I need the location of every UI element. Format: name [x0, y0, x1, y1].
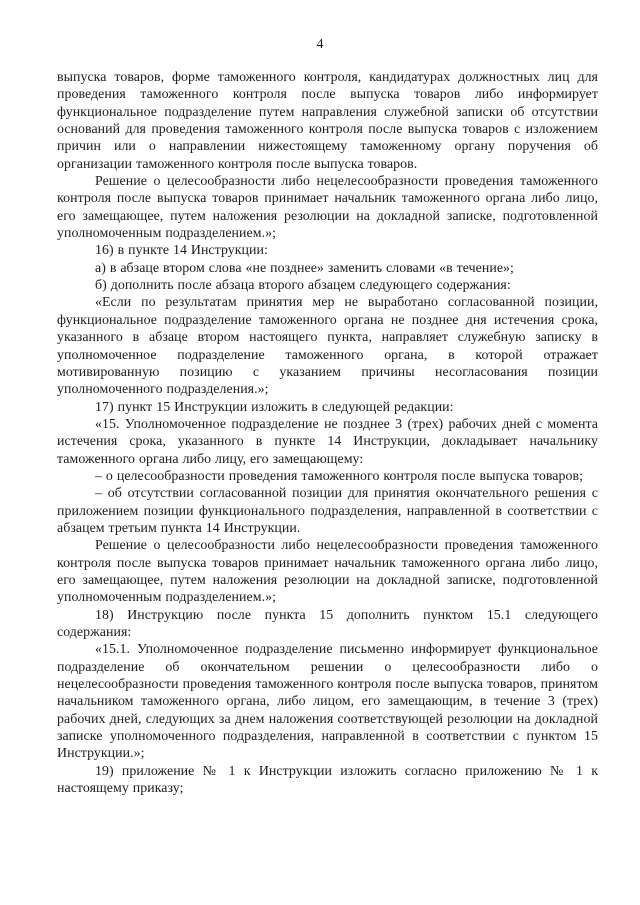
paragraph-dash-item-1: – о целесообразности проведения таможенного контроля после выпуска товаров; — [95, 468, 584, 484]
paragraph-item-16: 16) в пункте 14 Инструкции: — [95, 243, 268, 259]
paragraph-quote-15: «15. Уполномоченное подразделение не позднее 3 (трех) рабочих дней с момента истечения срока, указанного в пункте 14 Инструкции, докладывает начальнику таможенного органа либо лицу, его замещающему: — [57, 416, 598, 467]
paragraph-decision-2: Решение о целесообразности либо нецелесообразности проведения таможенного контроля после выпуска товаров принимает начальник таможенного органа либо лицо, его замещающее, путем наложения резолюции на докладной записке, подготовленной уполномоченным подразделением.»; — [57, 538, 598, 606]
paragraph-item-16b: б) дополнить после абзаца второго абзацем следующего содержания: — [95, 278, 511, 294]
paragraph-item-18: 18) Инструкцию после пункта 15 дополнить пунктом 15.1 следующего содержания: — [57, 607, 598, 640]
paragraph-item-17: 17) пункт 15 Инструкции изложить в следующей редакции: — [95, 399, 454, 415]
paragraph-quote-if: «Если по результатам принятия мер не выработано согласованной позиции, функциональное подразделение таможенного органа не позднее дня истечения срока, указанного в абзаце втором настоящего пункта, направляет служебную записку в уполномоченное подразделение таможенного органа, в которой отражает мотивированную позицию с указанием причины несогласования позиции уполномоченного подразделения.»; — [57, 295, 598, 398]
paragraph-item-19: 19) приложение № 1 к Инструкции изложить согласно приложению № 1 к настоящему приказу; — [57, 763, 598, 797]
paragraph-dash-item-2: – об отсутствии согласованной позиции для принятия окончательного решения с приложением позиции функционального подразделения, направленной в соответствии с абзацем третьим пункта 14 Инструкции. — [57, 486, 598, 536]
paragraph-quote-15-1: «15.1. Уполномоченное подразделение письменно информирует функциональное подразделение об окончательном решении о целесообразности либо о нецелесообразности проведения таможенного контроля после выпуска товаров, принятом начальником таможенного органа, либо лицом, его замещающим, в течение 3 (трех) рабочих дней, следующих за днем наложения соответствующей резолюции на докладной записке уполномоченного подразделения, направленной в соответствии с пунктом 15 Инструкции.»; — [57, 642, 598, 762]
page-number: 4 — [316, 37, 324, 52]
document-body — [57, 69, 598, 797]
paragraph-continuation: выпуска товаров, форме таможенного контроля, кандидатурах должностных лиц для проведения таможенного контроля после выпуска товаров либо информирует функциональное подразделение путем направления служебной записки об отсутствии оснований для проведения таможенного контроля после выпуска товаров с изложением причин или о направлении нижестоящему таможенному органу поручения об организации таможенного контроля после выпуска товаров. — [57, 70, 598, 172]
paragraph-item-16a: а) в абзаце втором слова «не позднее» заменить словами «в течение»; — [95, 260, 514, 276]
paragraph-decision-1: Решение о целесообразности либо нецелесообразности проведения таможенного контроля после выпуска товаров принимает начальник таможенного органа либо лицо, его замещающее, путем наложения резолюции на докладной записке, подготовленной уполномоченным подразделением.»; — [57, 174, 598, 242]
